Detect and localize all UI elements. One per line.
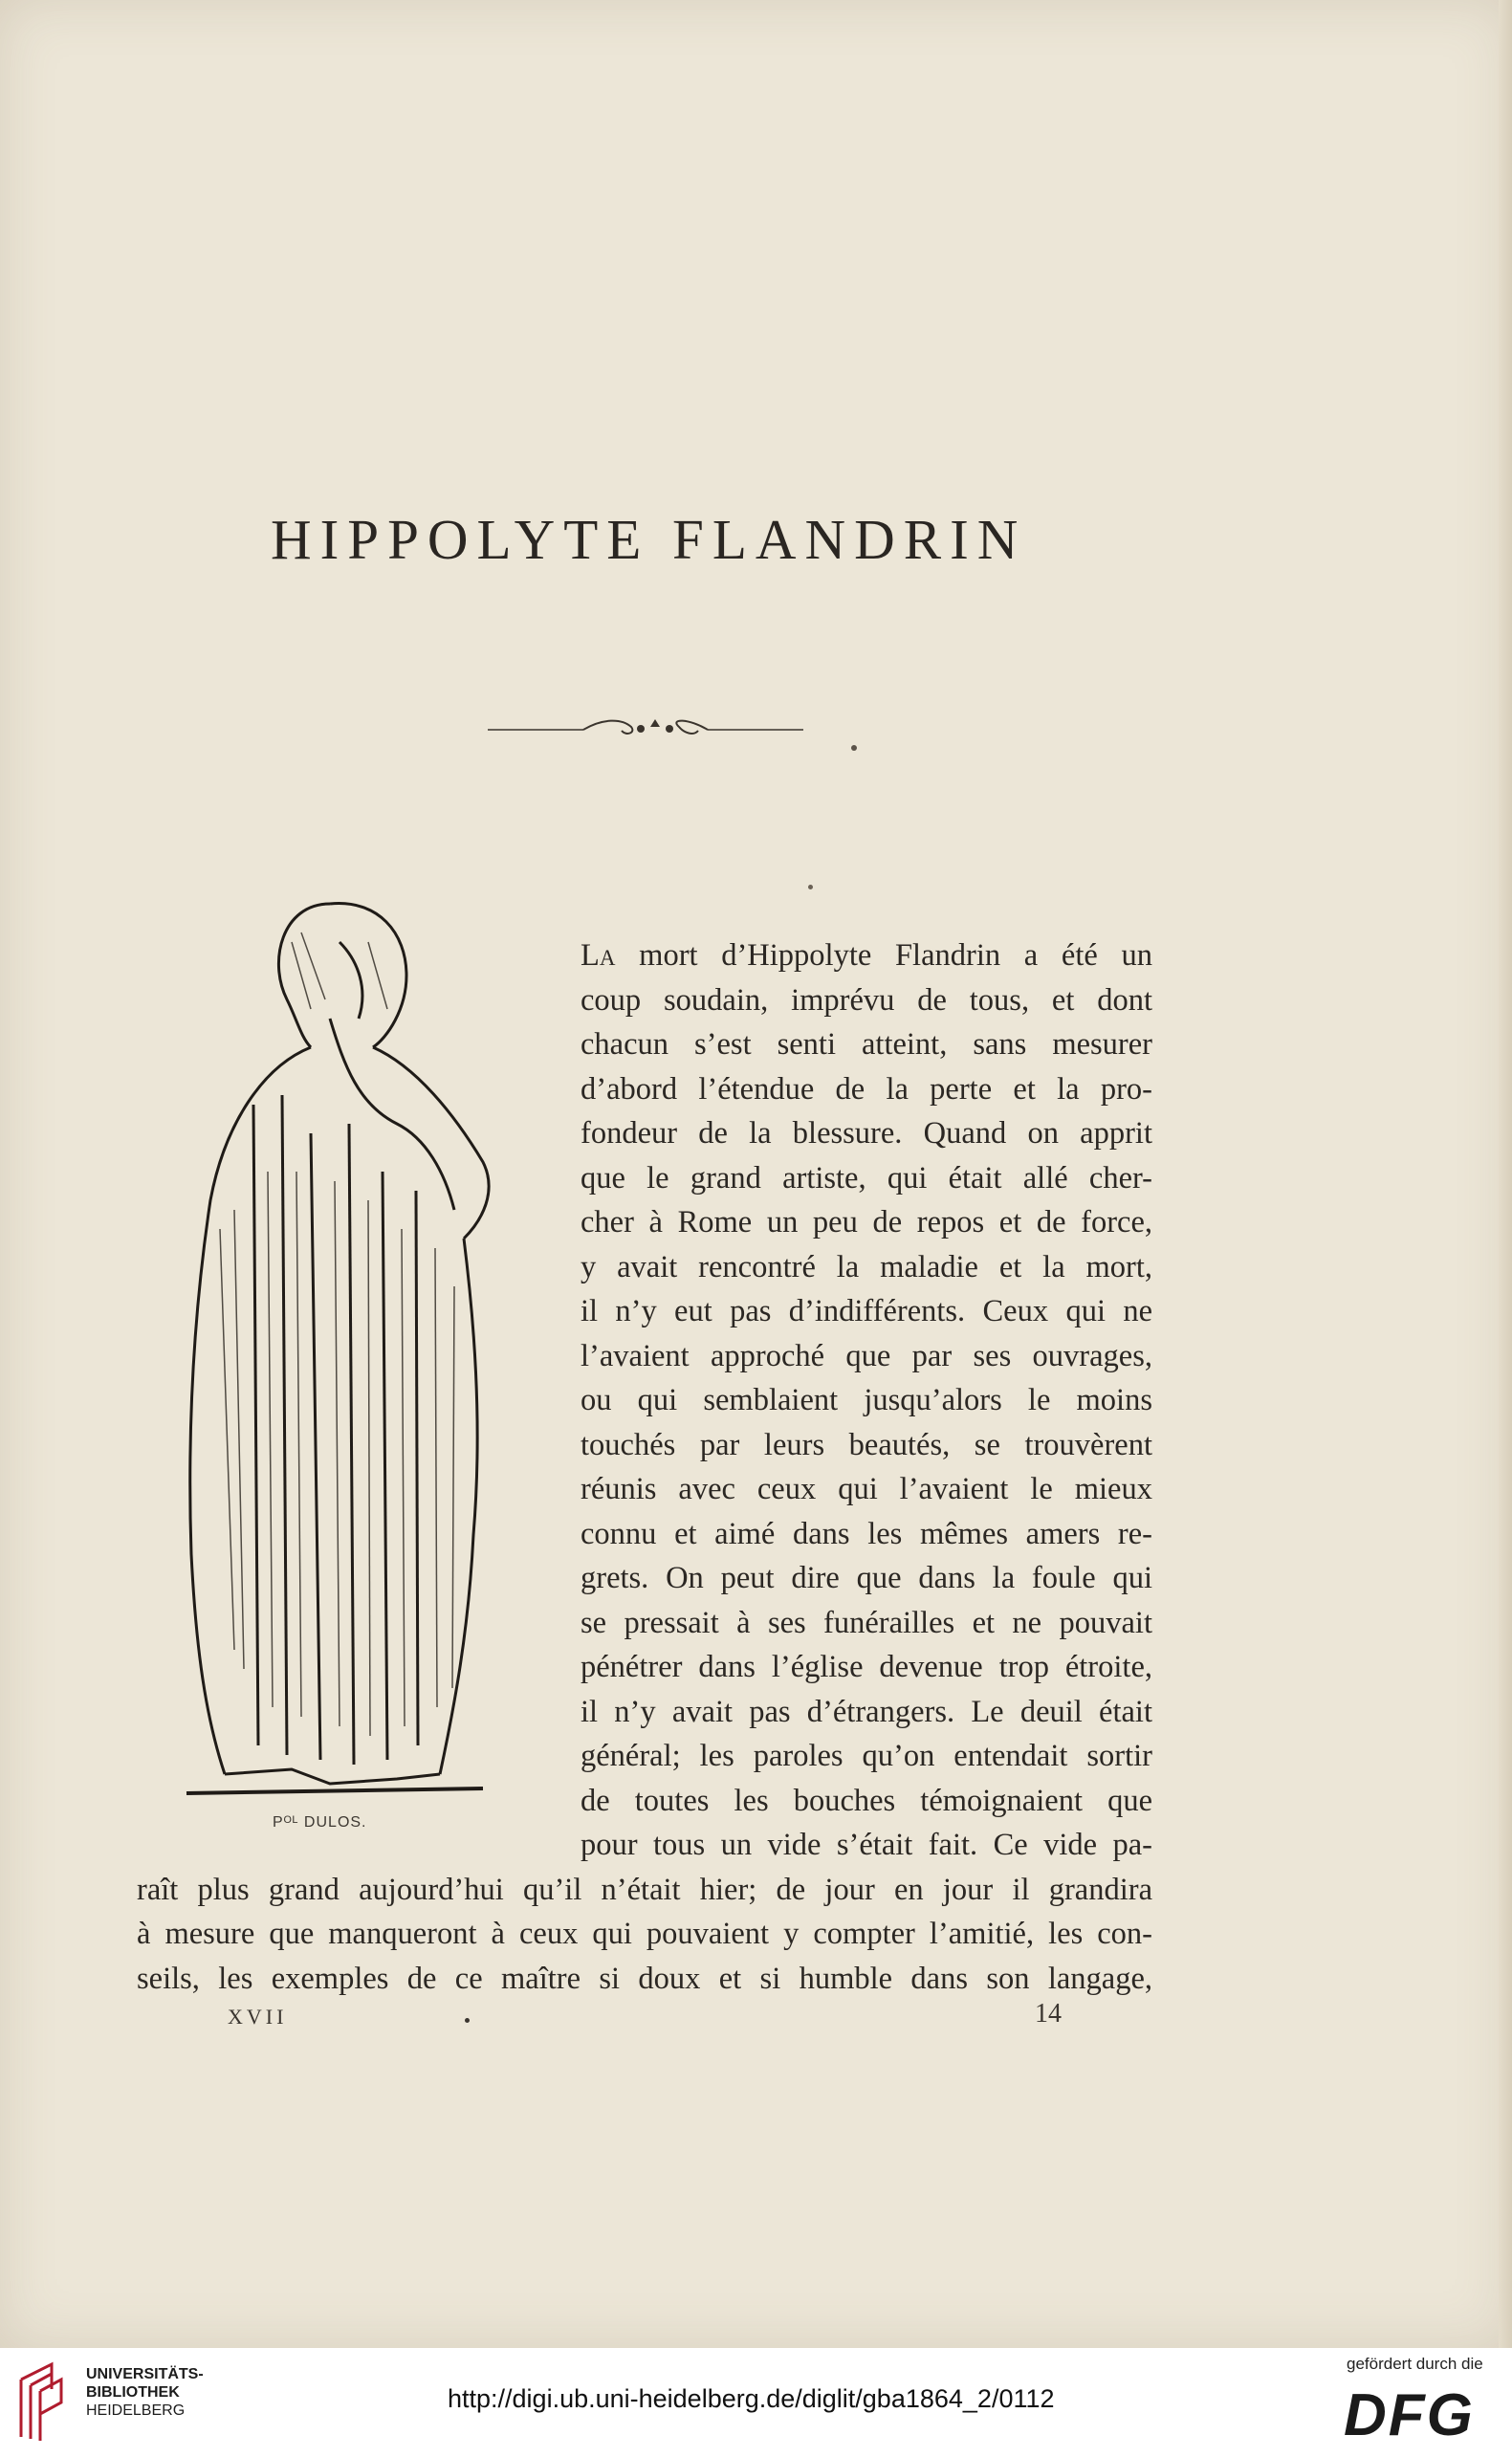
text-line: raît plus grand aujourd’hui qu’il n’était hier; de jour en jour il grandira xyxy=(137,1873,1152,1907)
permalink-url[interactable]: http://digi.ub.uni-heidelberg.de/diglit/gba1864_2/0112 xyxy=(448,2384,1055,2413)
library-name: UNIVERSITÄTS- BIBLIOTHEK HEIDELBERG xyxy=(86,2366,204,2419)
text-line: il n’y eut pas d’indifférents. Ceux qui ne xyxy=(581,1294,1152,1328)
text-line: l’avaient approché que par ses ouvrages, xyxy=(581,1339,1152,1373)
text-line: connu et aimé dans les mêmes amers re- xyxy=(581,1517,1152,1551)
text-line: fondeur de la blessure. Quand on apprit xyxy=(581,1116,1152,1151)
footer-dot xyxy=(465,2018,470,2023)
text-line: chacun s’est senti atteint, sans mesurer xyxy=(581,1027,1152,1062)
text-line: à mesure que manqueront à ceux qui pouvaient y compter l’amitié, les con- xyxy=(137,1917,1152,1951)
text-line: il n’y avait pas d’étrangers. Le deuil était xyxy=(581,1695,1152,1729)
text-line: La mort d’Hippolyte Flandrin a été un xyxy=(581,938,1152,973)
signature-mark: 14 xyxy=(1035,1999,1062,2029)
text-line: cher à Rome un peu de repos et de force, xyxy=(581,1205,1152,1239)
text-line: pour tous un vide s’était fait. Ce vide pa- xyxy=(581,1828,1152,1862)
text-line: d’abord l’étendue de la perte et la pro- xyxy=(581,1072,1152,1107)
drop-word: La xyxy=(581,938,616,973)
volume-number: XVII xyxy=(228,2005,288,2029)
title-ornament xyxy=(488,715,803,744)
text-line: seils, les exemples de ce maître si doux et si humble dans son langage, xyxy=(137,1962,1152,1996)
university-library-logo-icon xyxy=(13,2360,75,2445)
draped-figure-engraving xyxy=(167,885,550,1808)
text-line: ou qui semblaient jusqu’alors le moins xyxy=(581,1383,1152,1417)
text-line: général; les paroles qu’on entendait sortir xyxy=(581,1739,1152,1773)
page-speck xyxy=(851,745,857,751)
article-title: HIPPOLYTE FLANDRIN xyxy=(271,508,1027,571)
text-line: se pressait à ses funérailles et ne pouvait xyxy=(581,1606,1152,1640)
text-line: que le grand artiste, qui était allé cher- xyxy=(581,1161,1152,1196)
text-line: y avait rencontré la maladie et la mort, xyxy=(581,1250,1152,1284)
dfg-logo: DFG xyxy=(1344,2382,1475,2448)
page-edge xyxy=(1499,0,1512,2348)
page-speck xyxy=(808,885,813,889)
engraver-signature: Pᴼᴸ DULOS. xyxy=(273,1814,367,1831)
text-line: réunis avec ceux qui l’avaient le mieux xyxy=(581,1472,1152,1506)
funding-caption: gefördert durch die xyxy=(1347,2355,1483,2373)
text-line: coup soudain, imprévu de tous, et dont xyxy=(581,983,1152,1018)
text-line: pénétrer dans l’église devenue trop étroite, xyxy=(581,1650,1152,1684)
text-line: de toutes les bouches témoignaient que xyxy=(581,1784,1152,1818)
text-line: grets. On peut dire que dans la foule qui xyxy=(581,1561,1152,1595)
text-line: touchés par leurs beautés, se trouvèrent xyxy=(581,1428,1152,1462)
